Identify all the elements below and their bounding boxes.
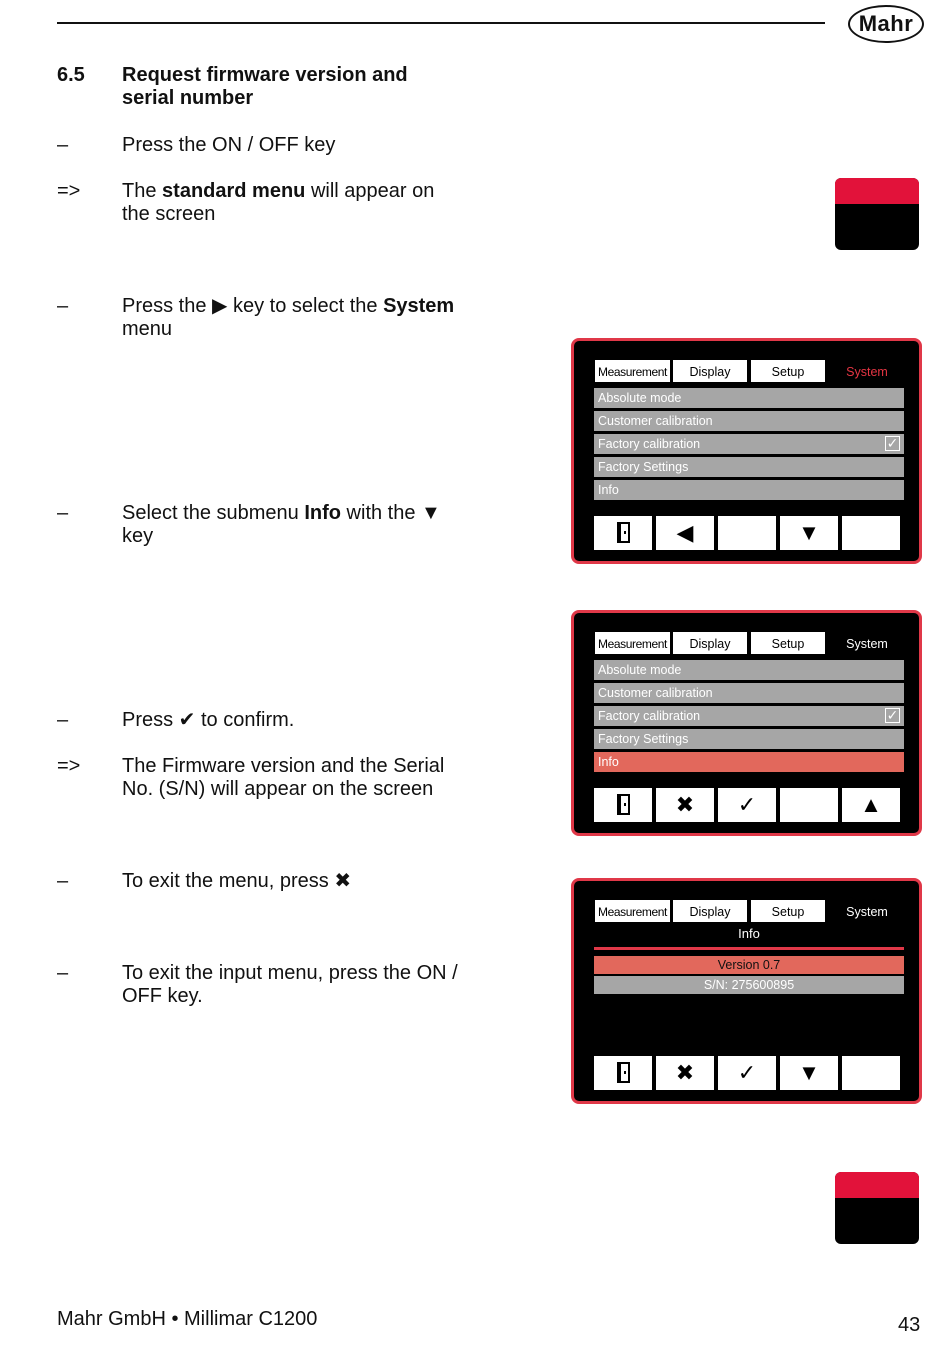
confirm-check-icon[interactable]: ✓: [718, 1056, 776, 1090]
menu-item-customer-calibration[interactable]: Customer calibration: [594, 683, 904, 703]
step-text: To exit the input menu, press the ON / OFF key.: [122, 962, 458, 1007]
tab-system[interactable]: System: [846, 637, 888, 651]
menu-tabs: [594, 359, 906, 383]
softkey-empty[interactable]: [718, 516, 776, 550]
softkey-empty[interactable]: [780, 788, 838, 822]
menu-item-factory-calibration[interactable]: Factory calibration ✓: [594, 434, 904, 454]
softkey-bar: [594, 788, 904, 822]
step-text: Select the submenu Info with the ▼ key: [122, 502, 441, 547]
info-header: Info: [738, 926, 760, 941]
step-text: To exit the menu, press ✖: [122, 870, 352, 892]
menu-item-customer-calibration[interactable]: Customer calibration: [594, 411, 904, 431]
section-title: Request firmware version and serial number: [122, 64, 408, 109]
menu-tabs: [594, 899, 906, 923]
tab-setup[interactable]: Setup: [750, 359, 826, 383]
device-screen-system-menu: [571, 338, 922, 564]
page-number: 43: [898, 1314, 921, 1336]
menu-item-info[interactable]: Info: [594, 480, 904, 500]
tab-measurement[interactable]: Measurement: [594, 631, 671, 655]
step-text: Press ✔ to confirm.: [122, 709, 295, 731]
up-arrow-icon[interactable]: ▲: [842, 788, 900, 822]
step-marker: –: [57, 502, 69, 524]
step-marker: –: [57, 962, 69, 984]
checkbox-checked-icon[interactable]: ✓: [886, 707, 899, 723]
tab-measurement[interactable]: Measurement: [594, 359, 671, 383]
firmware-version: Version 0.7: [594, 956, 904, 974]
menu-item-factory-settings[interactable]: Factory Settings: [594, 457, 904, 477]
tab-setup[interactable]: Setup: [750, 899, 826, 923]
tab-display[interactable]: Display: [672, 631, 748, 655]
step-marker: =>: [57, 180, 81, 202]
step-text: The Firmware version and the Serial No. (S/N) will appear on the screen: [122, 755, 445, 800]
exit-door-icon[interactable]: [594, 788, 652, 822]
down-arrow-icon[interactable]: ▼: [780, 1056, 838, 1090]
step-marker: –: [57, 709, 69, 731]
down-arrow-icon[interactable]: ▼: [780, 516, 838, 550]
mahr-logo: Mahr: [848, 5, 924, 43]
step-text: Press the ▶ key to select the System menu: [122, 295, 455, 340]
serial-number: S/N: 275600895: [594, 976, 904, 994]
softkey-bar: [594, 516, 904, 550]
tab-system[interactable]: System: [846, 365, 888, 379]
softkey-empty[interactable]: [842, 516, 900, 550]
step-marker: –: [57, 870, 69, 892]
exit-door-icon[interactable]: [594, 516, 652, 550]
cancel-x-icon[interactable]: ✖: [656, 788, 714, 822]
tab-measurement[interactable]: Measurement: [594, 899, 671, 923]
menu-item-info-selected[interactable]: Info: [594, 752, 904, 772]
chapter-tab-marker: [835, 1172, 919, 1244]
checkbox-checked-icon[interactable]: ✓: [886, 435, 899, 451]
menu-item-factory-settings[interactable]: Factory Settings: [594, 729, 904, 749]
tab-display[interactable]: Display: [672, 899, 748, 923]
left-arrow-icon[interactable]: ◀: [656, 516, 714, 550]
step-marker: –: [57, 134, 69, 156]
menu-tabs: [594, 631, 906, 655]
section-number: 6.5: [57, 64, 85, 86]
step-text: Press the ON / OFF key: [122, 134, 336, 156]
footer-company: Mahr GmbH • Millimar C1200: [57, 1308, 318, 1330]
device-screen-info-result: [571, 878, 922, 1104]
step-text: The standard menu will appear on the screen: [122, 180, 435, 225]
cancel-x-icon[interactable]: ✖: [656, 1056, 714, 1090]
step-marker: =>: [57, 755, 81, 777]
softkey-empty[interactable]: [842, 1056, 900, 1090]
chapter-tab-marker: [835, 178, 919, 250]
confirm-check-icon[interactable]: ✓: [718, 788, 776, 822]
softkey-bar: [594, 1056, 904, 1090]
tab-display[interactable]: Display: [672, 359, 748, 383]
info-divider: [594, 947, 904, 950]
header-rule: [57, 22, 825, 24]
menu-item-factory-calibration[interactable]: Factory calibration ✓: [594, 706, 904, 726]
tab-system[interactable]: System: [846, 905, 888, 919]
tab-setup[interactable]: Setup: [750, 631, 826, 655]
menu-item-absolute-mode[interactable]: Absolute mode: [594, 660, 904, 680]
device-screen-info-selected: [571, 610, 922, 836]
menu-item-absolute-mode[interactable]: Absolute mode: [594, 388, 904, 408]
step-marker: –: [57, 295, 69, 317]
exit-door-icon[interactable]: [594, 1056, 652, 1090]
